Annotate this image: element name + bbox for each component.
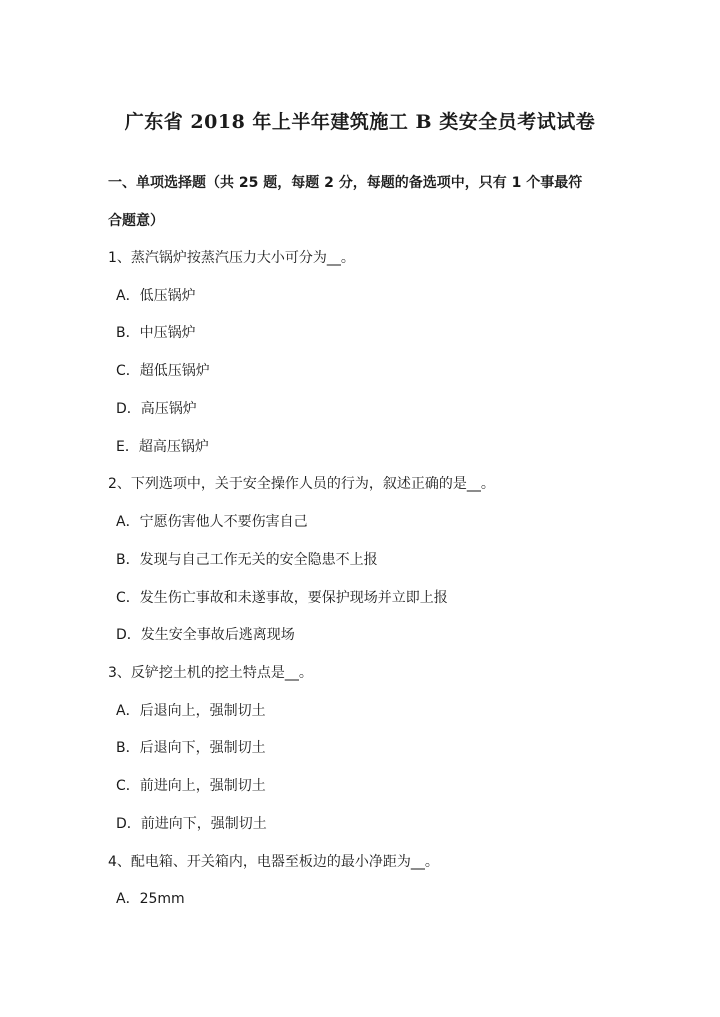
- question-3-option-c: C．前进向上，强制切土: [116, 778, 266, 794]
- question-3-text: 3、反铲挖土机的挖土特点是__。: [108, 665, 313, 681]
- question-1-option-b: B．中压锅炉: [116, 325, 196, 341]
- question-1-option-a: A．低压锅炉: [116, 288, 196, 304]
- document-title: 广东省 2018 年上半年建筑施工 B 类安全员考试试卷: [124, 111, 596, 133]
- question-1-option-d: D．高压锅炉: [116, 401, 197, 417]
- question-2-option-b: B．发现与自己工作无关的安全隐患不上报: [116, 552, 378, 568]
- section-heading-continuation: 合题意）: [108, 213, 164, 229]
- question-1-option-e: E．超高压锅炉: [116, 439, 209, 455]
- question-2-option-a: A．宁愿伤害他人不要伤害自己: [116, 514, 308, 530]
- question-4-text: 4、配电箱、开关箱内，电器至板边的最小净距为__。: [108, 854, 439, 870]
- question-2-option-d: D．发生安全事故后逃离现场: [116, 627, 295, 643]
- question-3-option-b: B．后退向下，强制切土: [116, 740, 266, 756]
- question-2-option-c: C．发生伤亡事故和未遂事故，要保护现场并立即上报: [116, 590, 448, 606]
- section-heading: 一、单项选择题（共 25 题，每题 2 分，每题的备选项中，只有 1 个事最符: [108, 175, 583, 191]
- question-4-option-a: A．25mm: [116, 891, 185, 907]
- question-1-text: 1、蒸汽锅炉按蒸汽压力大小可分为__。: [108, 250, 355, 266]
- question-2-text: 2、下列选项中，关于安全操作人员的行为，叙述正确的是__。: [108, 476, 495, 492]
- question-3-option-d: D．前进向下，强制切土: [116, 816, 267, 832]
- question-3-option-a: A．后退向上，强制切土: [116, 703, 266, 719]
- question-1-option-c: C．超低压锅炉: [116, 363, 210, 379]
